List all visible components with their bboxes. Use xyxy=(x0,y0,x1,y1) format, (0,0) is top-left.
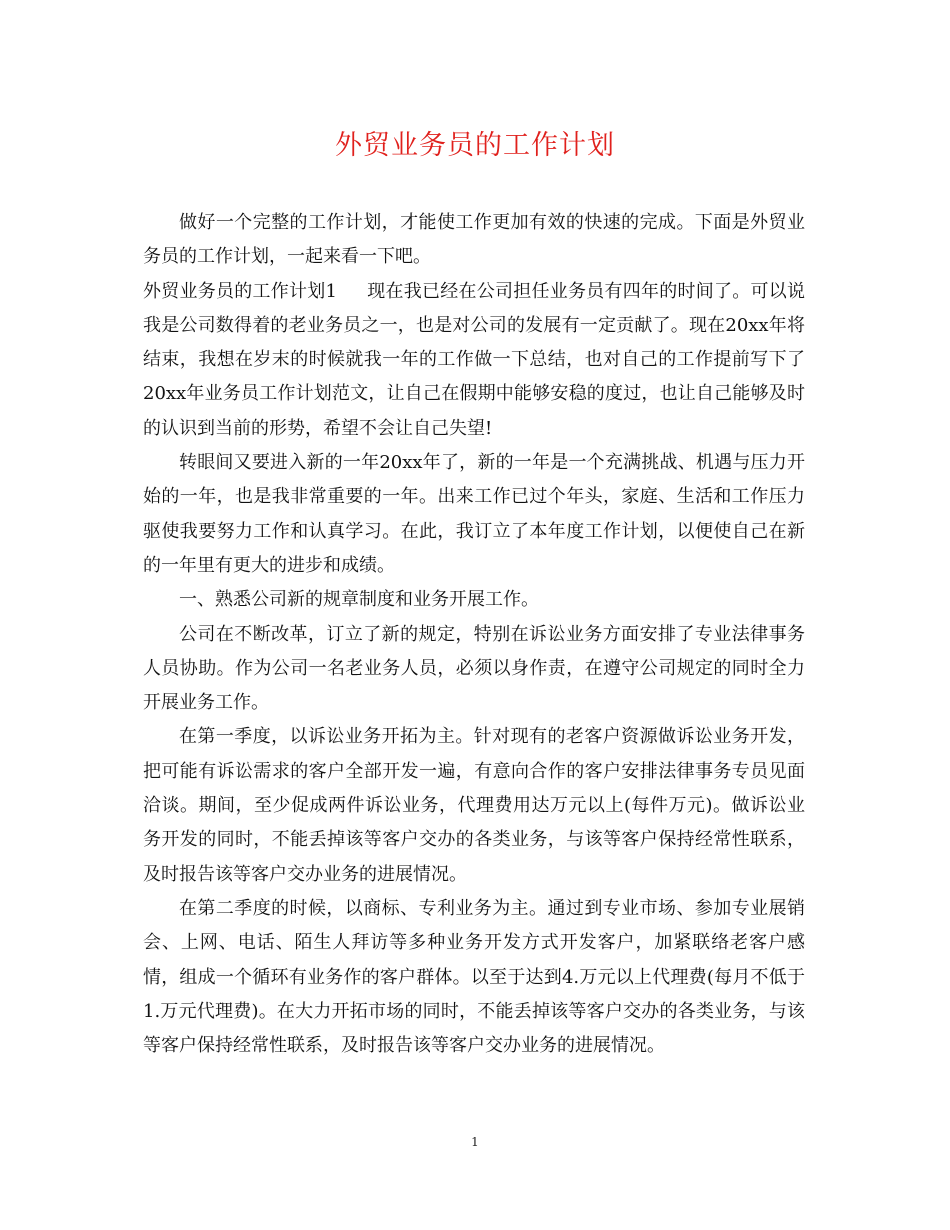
paragraph-plan1 xyxy=(143,275,805,446)
plan1-heading: 外贸业务员的工作计划1 xyxy=(143,280,337,302)
paragraph-5: 在第一季度，以诉讼业务开拓为主。针对现有的老客户资源做诉讼业务开发，把可能有诉讼需求的客户全部开发一遍，有意向合作的客户安排法律事务专员见面洽谈。期间，至少促成两件诉讼业务，代理费用达万元以上(每件万元)。做诉讼业务开发的同时，不能丢掉该等客户交办的各类业务，与该等客户保持经常性联系，及时报告该等客户交办业务的进展情况。 xyxy=(143,726,805,885)
document-title: 外贸业务员的工作计划 xyxy=(335,130,615,161)
paragraph-section-heading: 一、熟悉公司新的规章制度和业务开展工作。 xyxy=(179,589,539,611)
page-number: 1 xyxy=(471,1135,479,1149)
document-body xyxy=(143,206,805,1063)
paragraph-4: 公司在不断改革，订立了新的规定，特别在诉讼业务方面安排了专业法律事务人员协助。作为公司一名老业务人员，必须以身作责，在遵守公司规定的同时全力开展业务工作。 xyxy=(143,623,805,714)
plan1-body: 现在我已经在公司担任业务员有四年的时间了。可以说我是公司数得着的老业务员之一，也是对公司的发展有一定贡献了。现在20xx年将结束，我想在岁末的时候就我一年的工作做一下总结，也对自己的工作提前写下了20xx年业务员工作计划范文，让自己在假期中能够安稳的度过，也让自己能够及时的认识到当前的形势，希望不会让自己失望! xyxy=(143,280,805,439)
paragraph-intro: 做好一个完整的工作计划，才能使工作更加有效的快速的完成。下面是外贸业务员的工作计划，一起来看一下吧。 xyxy=(143,212,805,268)
paragraph-2: 转眼间又要进入新的一年20xx年了，新的一年是一个充满挑战、机遇与压力开始的一年，也是我非常重要的一年。出来工作已过个年头，家庭、生活和工作压力驱使我要努力工作和认真学习。在此，我订立了本年度工作计划，以便使自己在新的一年里有更大的进步和成绩。 xyxy=(143,452,805,576)
paragraph-6: 在第二季度的时候，以商标、专利业务为主。通过到专业市场、参加专业展销会、上网、电话、陌生人拜访等多种业务开发方式开发客户，加紧联络老客户感情，组成一个循环有业务作的客户群体。以至于达到4.万元以上代理费(每月不低于1.万元代理费)。在大力开拓市场的同时，不能丢掉该等客户交办的各类业务，与该等客户保持经常性联系，及时报告该等客户交办业务的进展情况。 xyxy=(143,897,805,1057)
